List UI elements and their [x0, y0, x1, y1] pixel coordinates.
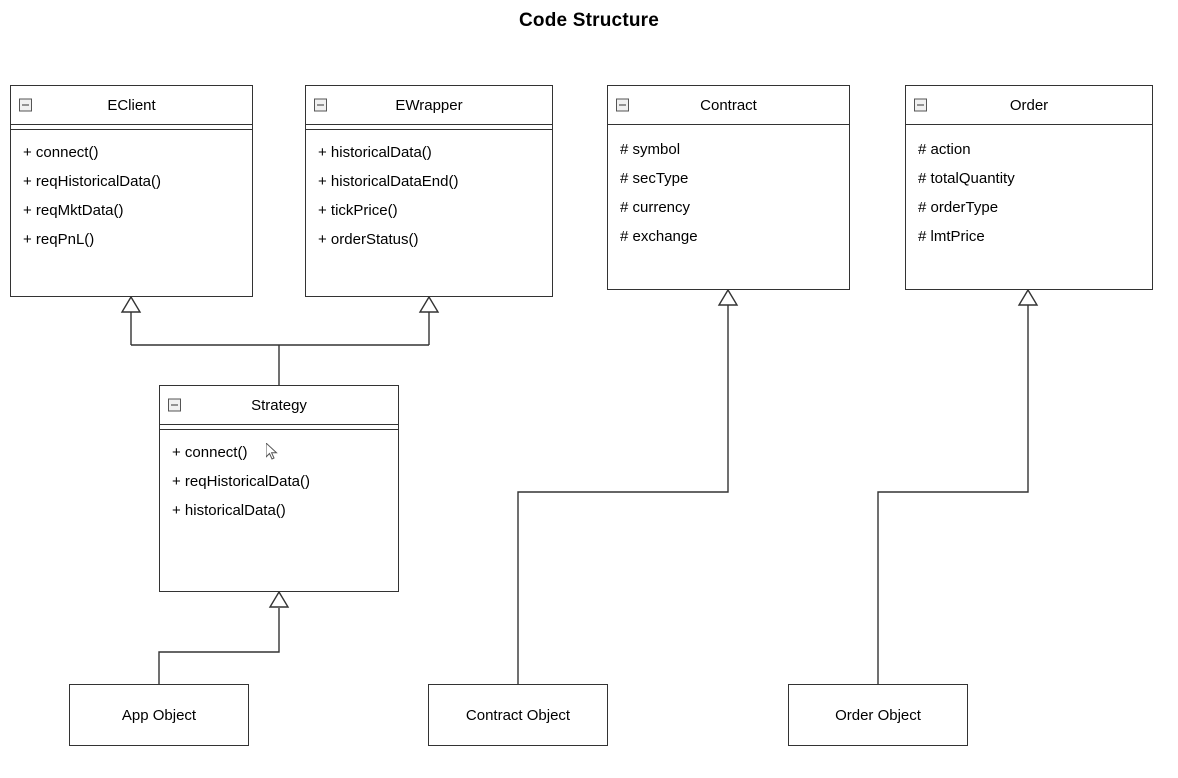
class-member: + tickPrice() [318, 202, 398, 219]
class-header-eclient [11, 86, 252, 125]
class-member: + connect() [172, 444, 248, 461]
object-box-order[interactable] [788, 684, 968, 746]
class-members-contract [608, 125, 849, 257]
class-box-eclient[interactable] [10, 85, 253, 297]
class-name: Contract [700, 96, 757, 114]
class-member: + reqMktData() [23, 202, 124, 219]
class-member: # currency [620, 199, 691, 216]
object-label: Contract Object [465, 706, 571, 724]
class-box-strategy[interactable] [159, 385, 399, 592]
class-box-ewrapper[interactable] [305, 85, 553, 297]
class-members-order [906, 125, 1152, 257]
class-member: # action [918, 141, 971, 158]
class-member: # totalQuantity [918, 170, 1015, 187]
class-member: + historicalData() [318, 144, 432, 161]
object-box-app[interactable] [69, 684, 249, 746]
class-name: EWrapper [395, 96, 463, 114]
class-member: + historicalDataEnd() [318, 173, 459, 190]
class-member: # symbol [620, 141, 681, 158]
class-member: # lmtPrice [918, 228, 985, 245]
class-member: # orderType [918, 199, 999, 216]
class-members-ewrapper [306, 130, 552, 260]
collapse-icon[interactable] [616, 99, 629, 112]
object-label: Order Object [835, 706, 921, 724]
class-member: + reqHistoricalData() [172, 473, 310, 490]
collapse-icon[interactable] [19, 99, 32, 112]
collapse-icon[interactable] [914, 99, 927, 112]
class-member: + connect() [23, 144, 99, 161]
object-label: App Object [121, 706, 197, 724]
class-member: + reqPnL() [23, 231, 95, 248]
object-box-contract[interactable] [428, 684, 608, 746]
class-box-order[interactable] [905, 85, 1153, 290]
class-member: + historicalData() [172, 502, 286, 519]
class-members-eclient [11, 130, 252, 260]
class-member: + reqHistoricalData() [23, 173, 161, 190]
class-name: Order [1009, 96, 1049, 114]
class-members-strategy [160, 430, 398, 531]
class-member: # secType [620, 170, 689, 187]
page-title: Code Structure [518, 10, 660, 31]
class-name: EClient [107, 96, 156, 114]
class-member: + orderStatus() [318, 231, 419, 248]
class-header-contract [608, 86, 849, 125]
class-header-ewrapper [306, 86, 552, 125]
class-member: # exchange [620, 228, 698, 245]
collapse-icon[interactable] [168, 399, 181, 412]
class-box-contract[interactable] [607, 85, 850, 290]
class-header-strategy [160, 386, 398, 425]
class-name: Strategy [251, 396, 307, 414]
collapse-icon[interactable] [314, 99, 327, 112]
class-header-order [906, 86, 1152, 125]
